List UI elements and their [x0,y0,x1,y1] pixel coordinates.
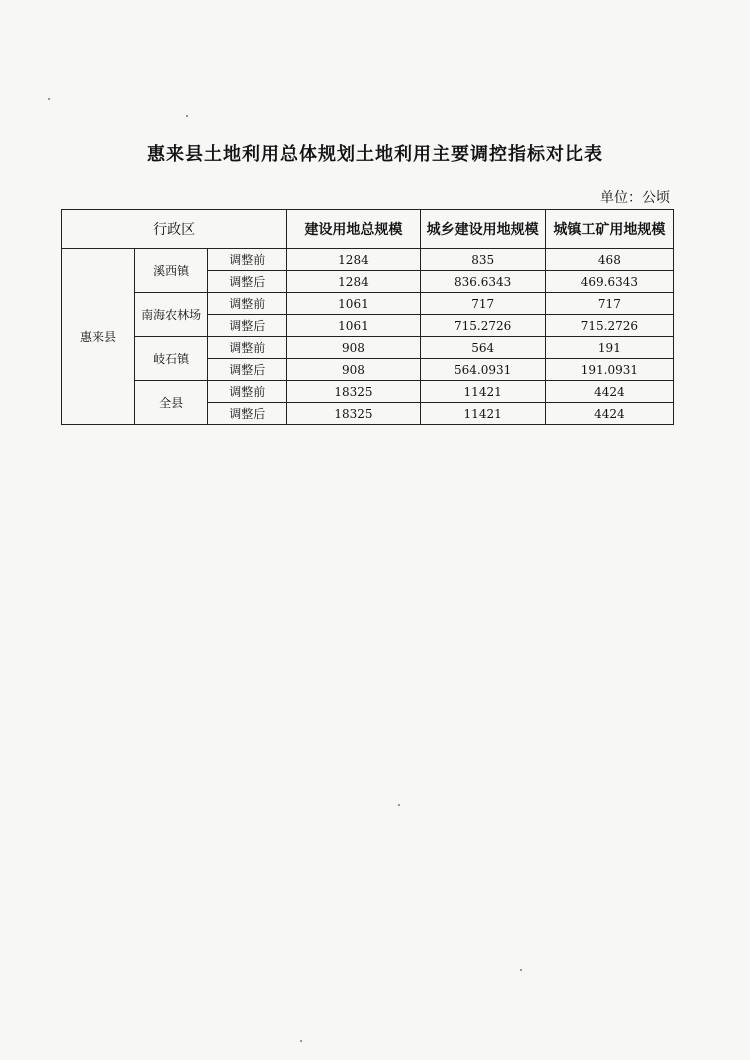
value-cell: 717 [420,293,545,315]
town-cell: 南海农林场 [135,293,208,337]
value-cell: 11421 [420,381,545,403]
phase-cell: 调整后 [208,315,287,337]
scan-speck [520,969,522,971]
value-cell: 11421 [420,403,545,425]
value-cell: 908 [287,337,420,359]
value-cell: 191.0931 [545,359,673,381]
header-urban-rural: 城乡建设用地规模 [420,210,545,249]
value-cell: 908 [287,359,420,381]
table-row [62,293,674,315]
value-cell: 191 [545,337,673,359]
value-cell: 18325 [287,381,420,403]
phase-cell: 调整前 [208,381,287,403]
header-total-construction: 建设用地总规模 [287,210,420,249]
value-cell: 469.6343 [545,271,673,293]
county-cell: 惠来县 [62,249,135,425]
value-cell: 715.2726 [545,315,673,337]
table-row [62,381,674,403]
unit-label: 单位：公顷 [600,190,670,206]
value-cell: 564 [420,337,545,359]
value-cell: 564.0931 [420,359,545,381]
scan-speck [398,804,400,806]
town-cell: 溪西镇 [135,249,208,293]
scan-speck [186,115,188,117]
value-cell: 836.6343 [420,271,545,293]
value-cell: 1061 [287,315,420,337]
town-cell: 岐石镇 [135,337,208,381]
value-cell: 1284 [287,271,420,293]
table-row [62,249,674,271]
table-header-row [62,210,674,249]
value-cell: 1061 [287,293,420,315]
phase-cell: 调整前 [208,293,287,315]
value-cell: 717 [545,293,673,315]
value-cell: 4424 [545,381,673,403]
phase-cell: 调整前 [208,337,287,359]
scan-speck [300,1040,302,1042]
value-cell: 4424 [545,403,673,425]
value-cell: 18325 [287,403,420,425]
header-urban-industrial: 城镇工矿用地规模 [545,210,673,249]
phase-cell: 调整前 [208,249,287,271]
phase-cell: 调整后 [208,271,287,293]
header-region: 行政区 [62,210,287,249]
town-cell: 全县 [135,381,208,425]
table-row [62,337,674,359]
document-title: 惠来县土地利用总体规划土地利用主要调控指标对比表 [147,144,603,165]
phase-cell: 调整后 [208,403,287,425]
value-cell: 715.2726 [420,315,545,337]
scan-speck [48,98,50,100]
value-cell: 468 [545,249,673,271]
phase-cell: 调整后 [208,359,287,381]
indicator-table [61,209,674,425]
value-cell: 835 [420,249,545,271]
value-cell: 1284 [287,249,420,271]
